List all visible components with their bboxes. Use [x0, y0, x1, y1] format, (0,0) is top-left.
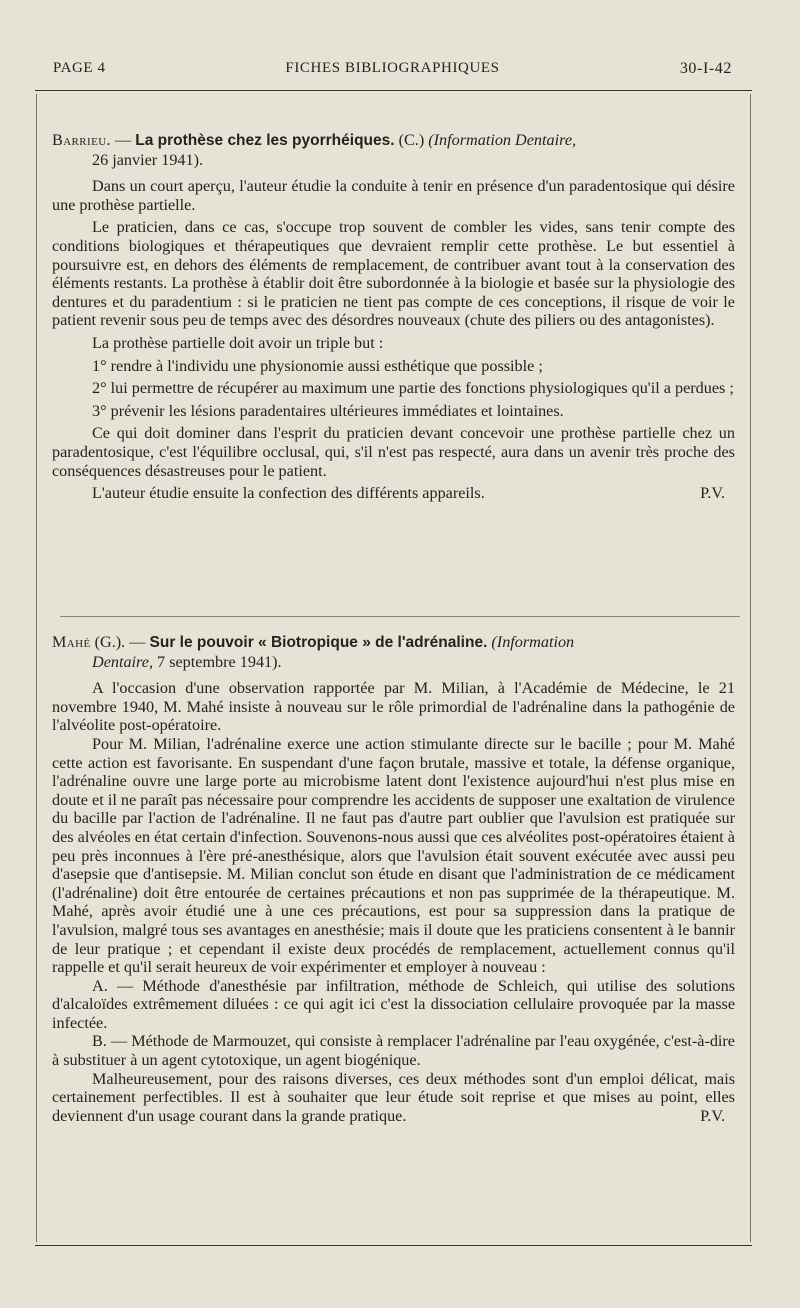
paragraph: Ce qui doit dominer dans l'esprit du praticien devant concevoir une prothèse partielle chez un paradentosique, c'est l'équilibre occlusal, qui, s'il n'est pas respecté, aura dans un avenir très proche des conséquences désastreuses pour le patient. — [52, 424, 735, 480]
entry-source: (Information — [491, 633, 575, 651]
list-item: 2° lui permettre de récupérer au maximum une partie des fonctions physiologiques qu'il a perdues ; — [92, 379, 734, 398]
entry-citation — [52, 131, 735, 169]
paragraph: Le praticien, dans ce cas, s'occupe trop souvent de combler les vides, sans tenir compte des conditions biologiques et thérapeutiques que devraient remplir cette prothèse. Le but essentiel à poursuivre est, en dehors des éléments de remplacement, de contribuer avant tout à la conservation des éléments restants. La prothèse à établir doit être subordonnée à la biologie et basée sur la physiologie des dentures et du paradentium : si le praticien ne tient pas compte de ces conceptions, il risque de voir le patient revenir sous peu de temps avec des désordres nouveaux (chute des piliers ou des antagonistes). — [52, 218, 735, 330]
method-item: B. — Méthode de Marmouzet, qui consiste à remplacer l'adrénaline par l'eau oxygénée, c'est-à-dire à substituer à un agent cytotoxique, un agent biogénique. — [52, 1032, 735, 1070]
signature: P.V. — [700, 1106, 725, 1125]
entry-initial: (G.). — [94, 633, 126, 651]
entry-source: (Information Dentaire, — [428, 131, 577, 149]
running-title: FICHES BIBLIOGRAPHIQUES — [285, 60, 500, 76]
page-number: PAGE 4 — [53, 60, 106, 76]
entry-title: Sur le pouvoir « Biotropique » de l'adrénaline. — [149, 634, 488, 651]
entry-citation — [52, 633, 735, 671]
signature: P.V. — [700, 484, 725, 503]
right-frame-line — [750, 94, 751, 1242]
paragraph: Pour M. Milian, l'adrénaline exerce une action stimulante directe sur le bacille ; pour M. Mahé cette action est favorisante. En suspendant d'une façon brutale, massive et totale, la défense organique, l'adrénaline ouvre une large porte au microbisme latent dont l'existence aujourd'hui n'est plus mise en doute et il ne paraît pas nécessaire pour comprendre les accidents de supposer une exaltation de virulence du bacille par l'action de l'adrénaline. Il ne faut pas d'autre part oublier que l'avulsion est pratiquée sur des alvéoles en état certain d'infection. Souvenons-nous aussi que ces alvéolites post-opératoires étaient à peu près inconnues à l'ère pré-anesthésique, alors que l'avulsion était souvent exécutée avec aussi peu d'asepsie que d'antisepsie. M. Milian conclut son étude en disant que l'administration de ce médicament (l'adrénaline) doit être entourée de certaines précautions et non pas supprimée de la thérapeutique. M. Mahé, après avoir étudié une à une ces précautions, est pour sa suppression dans la pratique de l'avulsion, malgré tous ses avantages en anesthésie; mais il doute que les praticiens consentent à le bannir de leur pratique ; et cependant il existe deux procédés de remplacement, actuellement connus qu'il rappelle et qu'il serait heureux de voir expérimenter et employer à nouveau : — [52, 734, 735, 977]
method-item: A. — Méthode d'anesthésie par infiltration, méthode de Schleich, qui utilise des solutions d'alcaloïdes extrêmement diluées : ce qui agit ici c'est la dissociation cellulaire provoquée par la masse infectée. — [52, 976, 735, 1032]
bottom-rule — [35, 1245, 752, 1246]
paragraph: La prothèse partielle doit avoir un triple but : — [92, 333, 384, 352]
entry-dash: — — [115, 131, 132, 149]
paragraph — [52, 1070, 735, 1126]
closing-sentence: Malheureusement, pour des raisons diverses, ces deux méthodes sont d'un emploi délicat, mais certainement perfectibles. Il est à souhaiter que leur étude soit reprise et que mises au point, elles deviennent d'un usage courant dans la grande pratique. — [52, 1069, 735, 1125]
entry-tag: (C.) — [398, 131, 425, 149]
entry-separator — [60, 616, 740, 617]
bibliographic-entry — [52, 633, 735, 1125]
issue-date: 30-I-42 — [679, 60, 732, 77]
entry-source-cont: Dentaire, — [92, 652, 153, 671]
entry-author: Barrieu. — [52, 131, 111, 149]
top-rule — [35, 90, 752, 91]
page-header — [53, 60, 732, 84]
paragraph — [52, 484, 735, 503]
entry-author: Mahé — [52, 633, 91, 651]
paragraph: A l'occasion d'une observation rapportée par M. Milian, à l'Académie de Médecine, le 21 novembre 1940, M. Mahé insiste à nouveau sur le rôle primordial de l'adrénaline dans la pathogénie de l'alvéolite post-opératoire. — [52, 679, 735, 735]
entry-dash: — — [129, 633, 146, 651]
entry-title: La prothèse chez les pyorrhéiques. — [135, 132, 395, 149]
entry-date: 7 septembre 1941). — [157, 652, 282, 671]
list-item: 1° rendre à l'individu une physionomie aussi esthétique que possible ; — [92, 356, 543, 375]
left-frame-line — [36, 94, 37, 1242]
closing-sentence: L'auteur étudie ensuite la confection des différents appareils. — [92, 484, 485, 503]
entry-date: 26 janvier 1941). — [92, 150, 204, 169]
paragraph: Dans un court aperçu, l'auteur étudie la conduite à tenir en présence d'un paradentosique qui désire une prothèse partielle. — [52, 177, 735, 214]
bibliographic-entry — [52, 131, 735, 507]
list-item: 3° prévenir les lésions paradentaires ultérieures immédiates et lointaines. — [92, 401, 564, 420]
